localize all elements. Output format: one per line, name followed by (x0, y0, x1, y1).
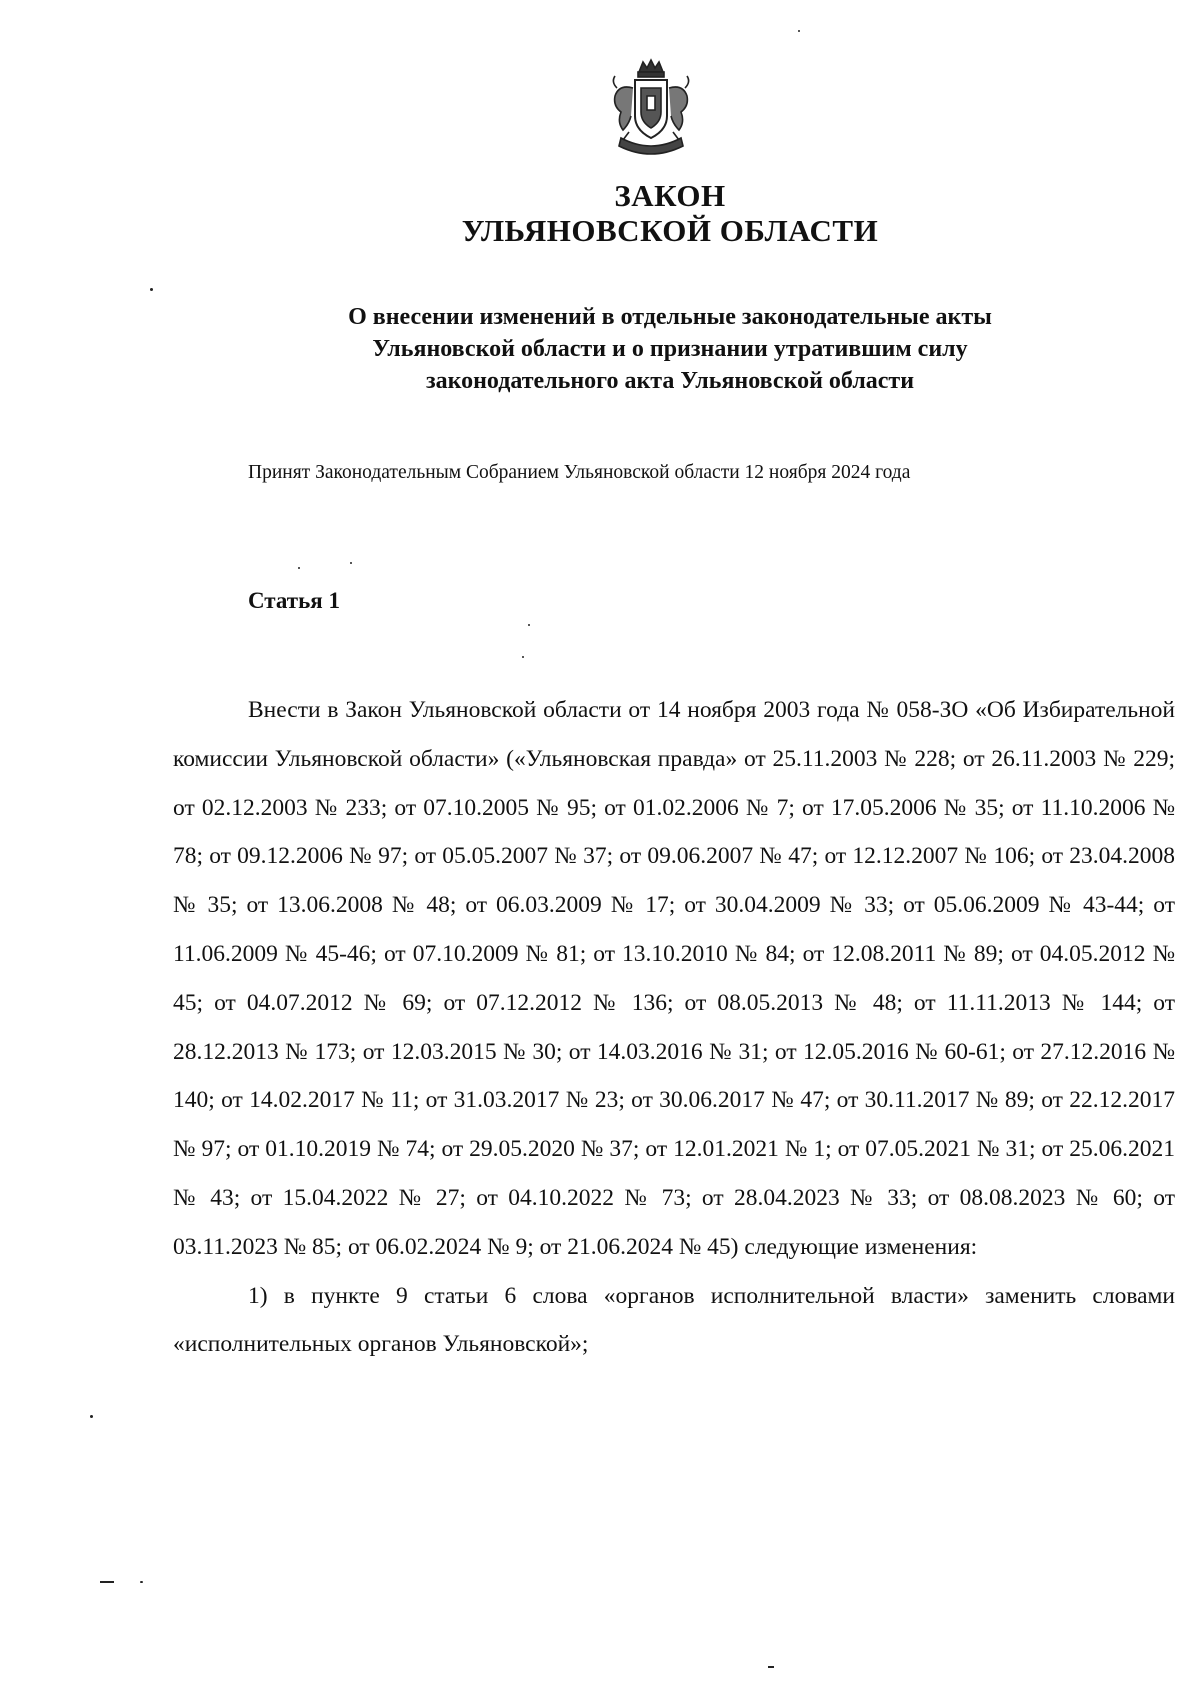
region-title: УЛЬЯНОВСКОЙ ОБЛАСТИ (461, 213, 879, 248)
law-title: ЗАКОН (614, 178, 726, 213)
article-body (173, 686, 1175, 1369)
article-heading: Статья 1 (248, 588, 340, 613)
law-subtitle-line-3: законодательного акта Ульяновской области (425, 368, 915, 394)
article-item: 1) в пункте 9 статьи 6 слова «органов исполнительной власти» заменить словами «исполнительных органов Ульяновской»; (173, 1282, 1175, 1358)
law-subtitle-line-1: О внесении изменений в отдельные законодательные акты (348, 304, 992, 330)
law-subtitle-line-2: Ульяновской области и о признании утратившим силу (372, 336, 968, 362)
adoption-statement: Принят Законодательным Собранием Ульяновской области 12 ноября 2024 года (248, 462, 911, 483)
article-paragraph: Внести в Закон Ульяновской области от 14 ноября 2003 года № 058-ЗО «Об Избирательной комиссии Ульяновской области» («Ульяновская правда» от 25.11.2003 № 228; от 26.11.2003 № 229; от 02.12.2003 № 233; от 07.10.2005 № 95; от 01.02.2006 № 7; от 17.05.2006 № 35; от 11.10.2006 № 78; от 09.12.2006 № 97; от 05.05.2007 № 37; от 09.06.2007 № 47; от 12.12.2007 № 106; от 23.04.2008 № 35; от 13.06.2008 № 48; от 06.03.2009 № 17; от 30.04.2009 № 33; от 05.06.2009 № 43-44; от 11.06.2009 № 45-46; от 07.10.2009 № 81; от 13.10.2010 № 84; от 12.08.2011 № 89; от 04.05.2012 № 45; от 04.07.2012 № 69; от 07.12.2012 № 136; от 08.05.2013 № 48; от 11.11.2013 № 144; от 28.12.2013 № 173; от 12.03.2015 № 30; от 14.03.2016 № 31; от 12.05.2016 № 60-61; от 27.12.2016 № 140; от 14.02.2017 № 11; от 31.03.2017 № 23; от 30.06.2017 № 47; от 30.11.2017 № 89; от 22.12.2017 № 97; от 01.10.2019 № 74; от 29.05.2020 № 37; от 12.01.2021 № 1; от 07.05.2021 № 31; от 25.06.2021 № 43; от 15.04.2022 № 27; от 04.10.2022 № 73; от 28.04.2023 № 33; от 08.08.2023 № 60; от 03.11.2023 № 85; от 06.02.2024 № 9; от 21.06.2024 № 45) следующие изменения: (173, 697, 1175, 1260)
coat-of-arms-icon (603, 58, 699, 162)
